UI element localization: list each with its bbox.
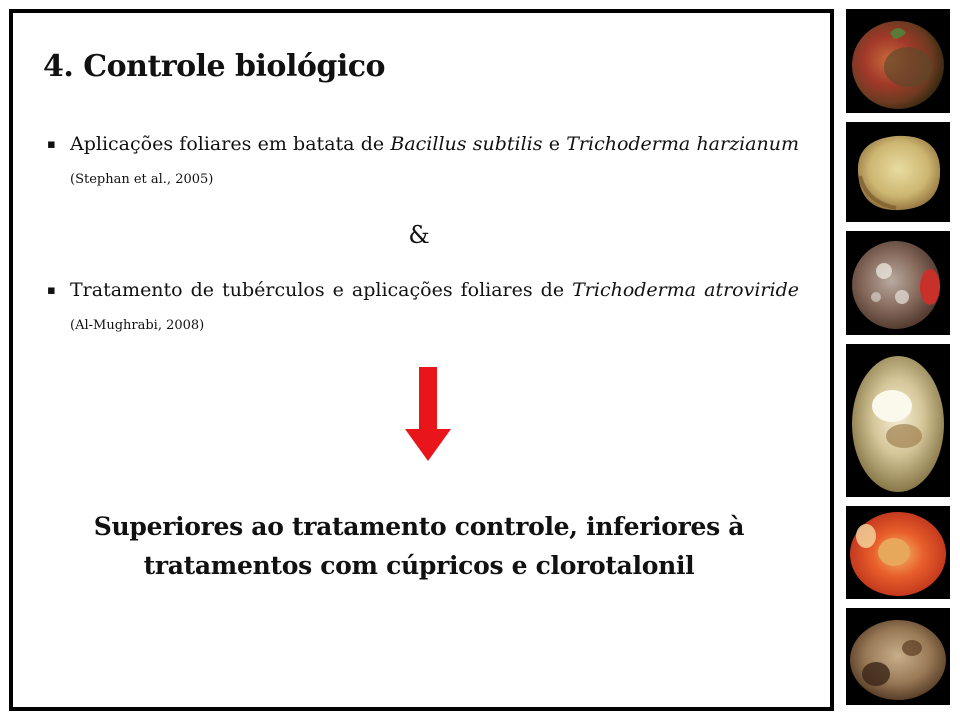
slide-title: 4. Controle biológico	[43, 49, 385, 84]
ampersand-separator: &	[408, 221, 430, 249]
blighted-tomato-photo	[846, 506, 950, 599]
citation-1: (Stephan et al., 2005)	[70, 172, 214, 187]
species-trichoderma-harzianum: Trichoderma harzianum	[566, 133, 799, 155]
bullet-item-1	[47, 131, 799, 193]
bullet-marker: ▪	[47, 137, 56, 152]
bullet-2-text: Tratamento de tubérculos e aplicações foliares de	[70, 279, 573, 301]
bullet-text-1	[47, 131, 799, 193]
bullet-item-2	[47, 277, 799, 339]
bullet-text-2	[47, 277, 799, 339]
bullet-marker: ▪	[47, 283, 56, 298]
citation-2: (Al-Mughrabi, 2008)	[70, 318, 205, 333]
slide-frame	[9, 9, 834, 711]
rotted-potato-photo	[846, 344, 950, 497]
blighted-potato-photo	[846, 608, 950, 705]
down-arrow-icon	[405, 367, 451, 461]
species-trichoderma-atroviride: Trichoderma atroviride	[572, 279, 799, 301]
conclusion-text	[23, 507, 815, 585]
diseased-tomato-photo	[846, 9, 950, 113]
diseased-potato-slice-photo	[846, 122, 950, 222]
conclusion-line-2: tratamentos com cúpricos e clorotalonil	[143, 551, 695, 580]
conclusion-line-1: Superiores ao tratamento controle, inferiores à	[93, 512, 745, 541]
species-bacillus: Bacillus subtilis	[390, 133, 543, 155]
moldy-tomato-photo	[846, 231, 950, 335]
bullet-1-text: Aplicações foliares em batata de	[70, 133, 391, 155]
bullet-1-connector: e	[542, 133, 567, 155]
